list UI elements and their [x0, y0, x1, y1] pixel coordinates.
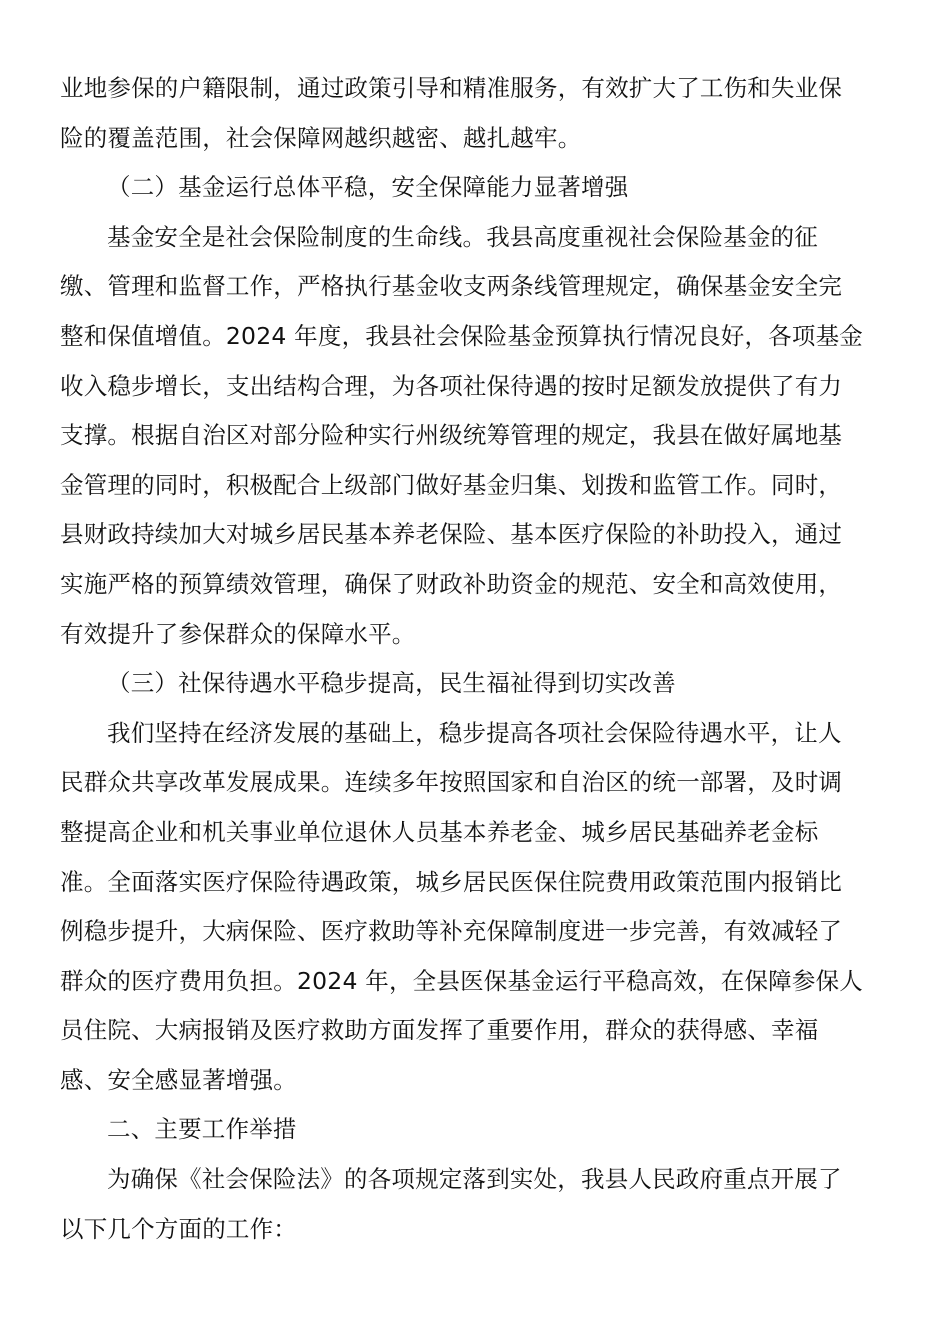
- text-line: 例稳步提升，大病保险、医疗救助等补充保障制度进一步完善，有效减轻了: [60, 917, 843, 946]
- text-line: 准。全面落实医疗保险待遇政策，城乡居民医保住院费用政策范围内报销比: [60, 867, 843, 896]
- text-line: 以下几个方面的工作：: [60, 1214, 297, 1243]
- paragraph-start-line: 我们坚持在经济发展的基础上，稳步提高各项社会保险待遇水平，让人: [107, 718, 842, 747]
- document-body: [60, 64, 892, 1254]
- text-line: 缴、管理和监督工作，严格执行基金收支两条线管理规定，确保基金安全完: [60, 272, 843, 301]
- text-line: 感、安全感显著增强。: [60, 1065, 297, 1094]
- section-heading: 二、主要工作举措: [107, 1115, 297, 1144]
- text-line: 金管理的同时，积极配合上级部门做好基金归集、划拨和监管工作。同时，: [60, 470, 843, 499]
- text-line: 整提高企业和机关事业单位退休人员基本养老金、城乡居民基础养老金标: [60, 817, 819, 846]
- text-line: 有效提升了参保群众的保障水平。: [60, 619, 416, 648]
- section-heading: （三）社保待遇水平稳步提高，民生福祉得到切实改善: [107, 669, 676, 698]
- section-heading: （二）基金运行总体平稳，安全保障能力显著增强: [107, 173, 629, 202]
- text-line: 支撑。根据自治区对部分险种实行州级统筹管理的规定，我县在做好属地基: [60, 421, 843, 450]
- paragraph-start-line: 基金安全是社会保险制度的生命线。我县高度重视社会保险基金的征: [107, 222, 818, 251]
- text-line: 收入稳步增长，支出结构合理，为各项社保待遇的按时足额发放提供了有力: [60, 371, 843, 400]
- text-line: 员住院、大病报销及医疗救助方面发挥了重要作用，群众的获得感、幸福: [60, 1016, 819, 1045]
- text-line: 实施严格的预算绩效管理，确保了财政补助资金的规范、安全和高效使用，: [60, 569, 843, 598]
- paragraph-start-line: 为确保《社会保险法》的各项规定落到实处，我县人民政府重点开展了: [107, 1165, 842, 1194]
- text-line: 县财政持续加大对城乡居民基本养老保险、基本医疗保险的补助投入，通过: [60, 520, 843, 549]
- text-line: 险的覆盖范围，社会保障网越织越密、越扎越牢。: [60, 123, 582, 152]
- text-line: 整和保值增值。2024 年度，我县社会保险基金预算执行情况良好，各项基金: [60, 321, 863, 350]
- text-line: 业地参保的户籍限制，通过政策引导和精准服务，有效扩大了工伤和失业保: [60, 74, 843, 102]
- text-line: 民群众共享改革发展成果。连续多年按照国家和自治区的统一部署，及时调: [60, 768, 843, 797]
- text-line: 群众的医疗费用负担。2024 年，全县医保基金运行平稳高效，在保障参保人: [60, 966, 863, 995]
